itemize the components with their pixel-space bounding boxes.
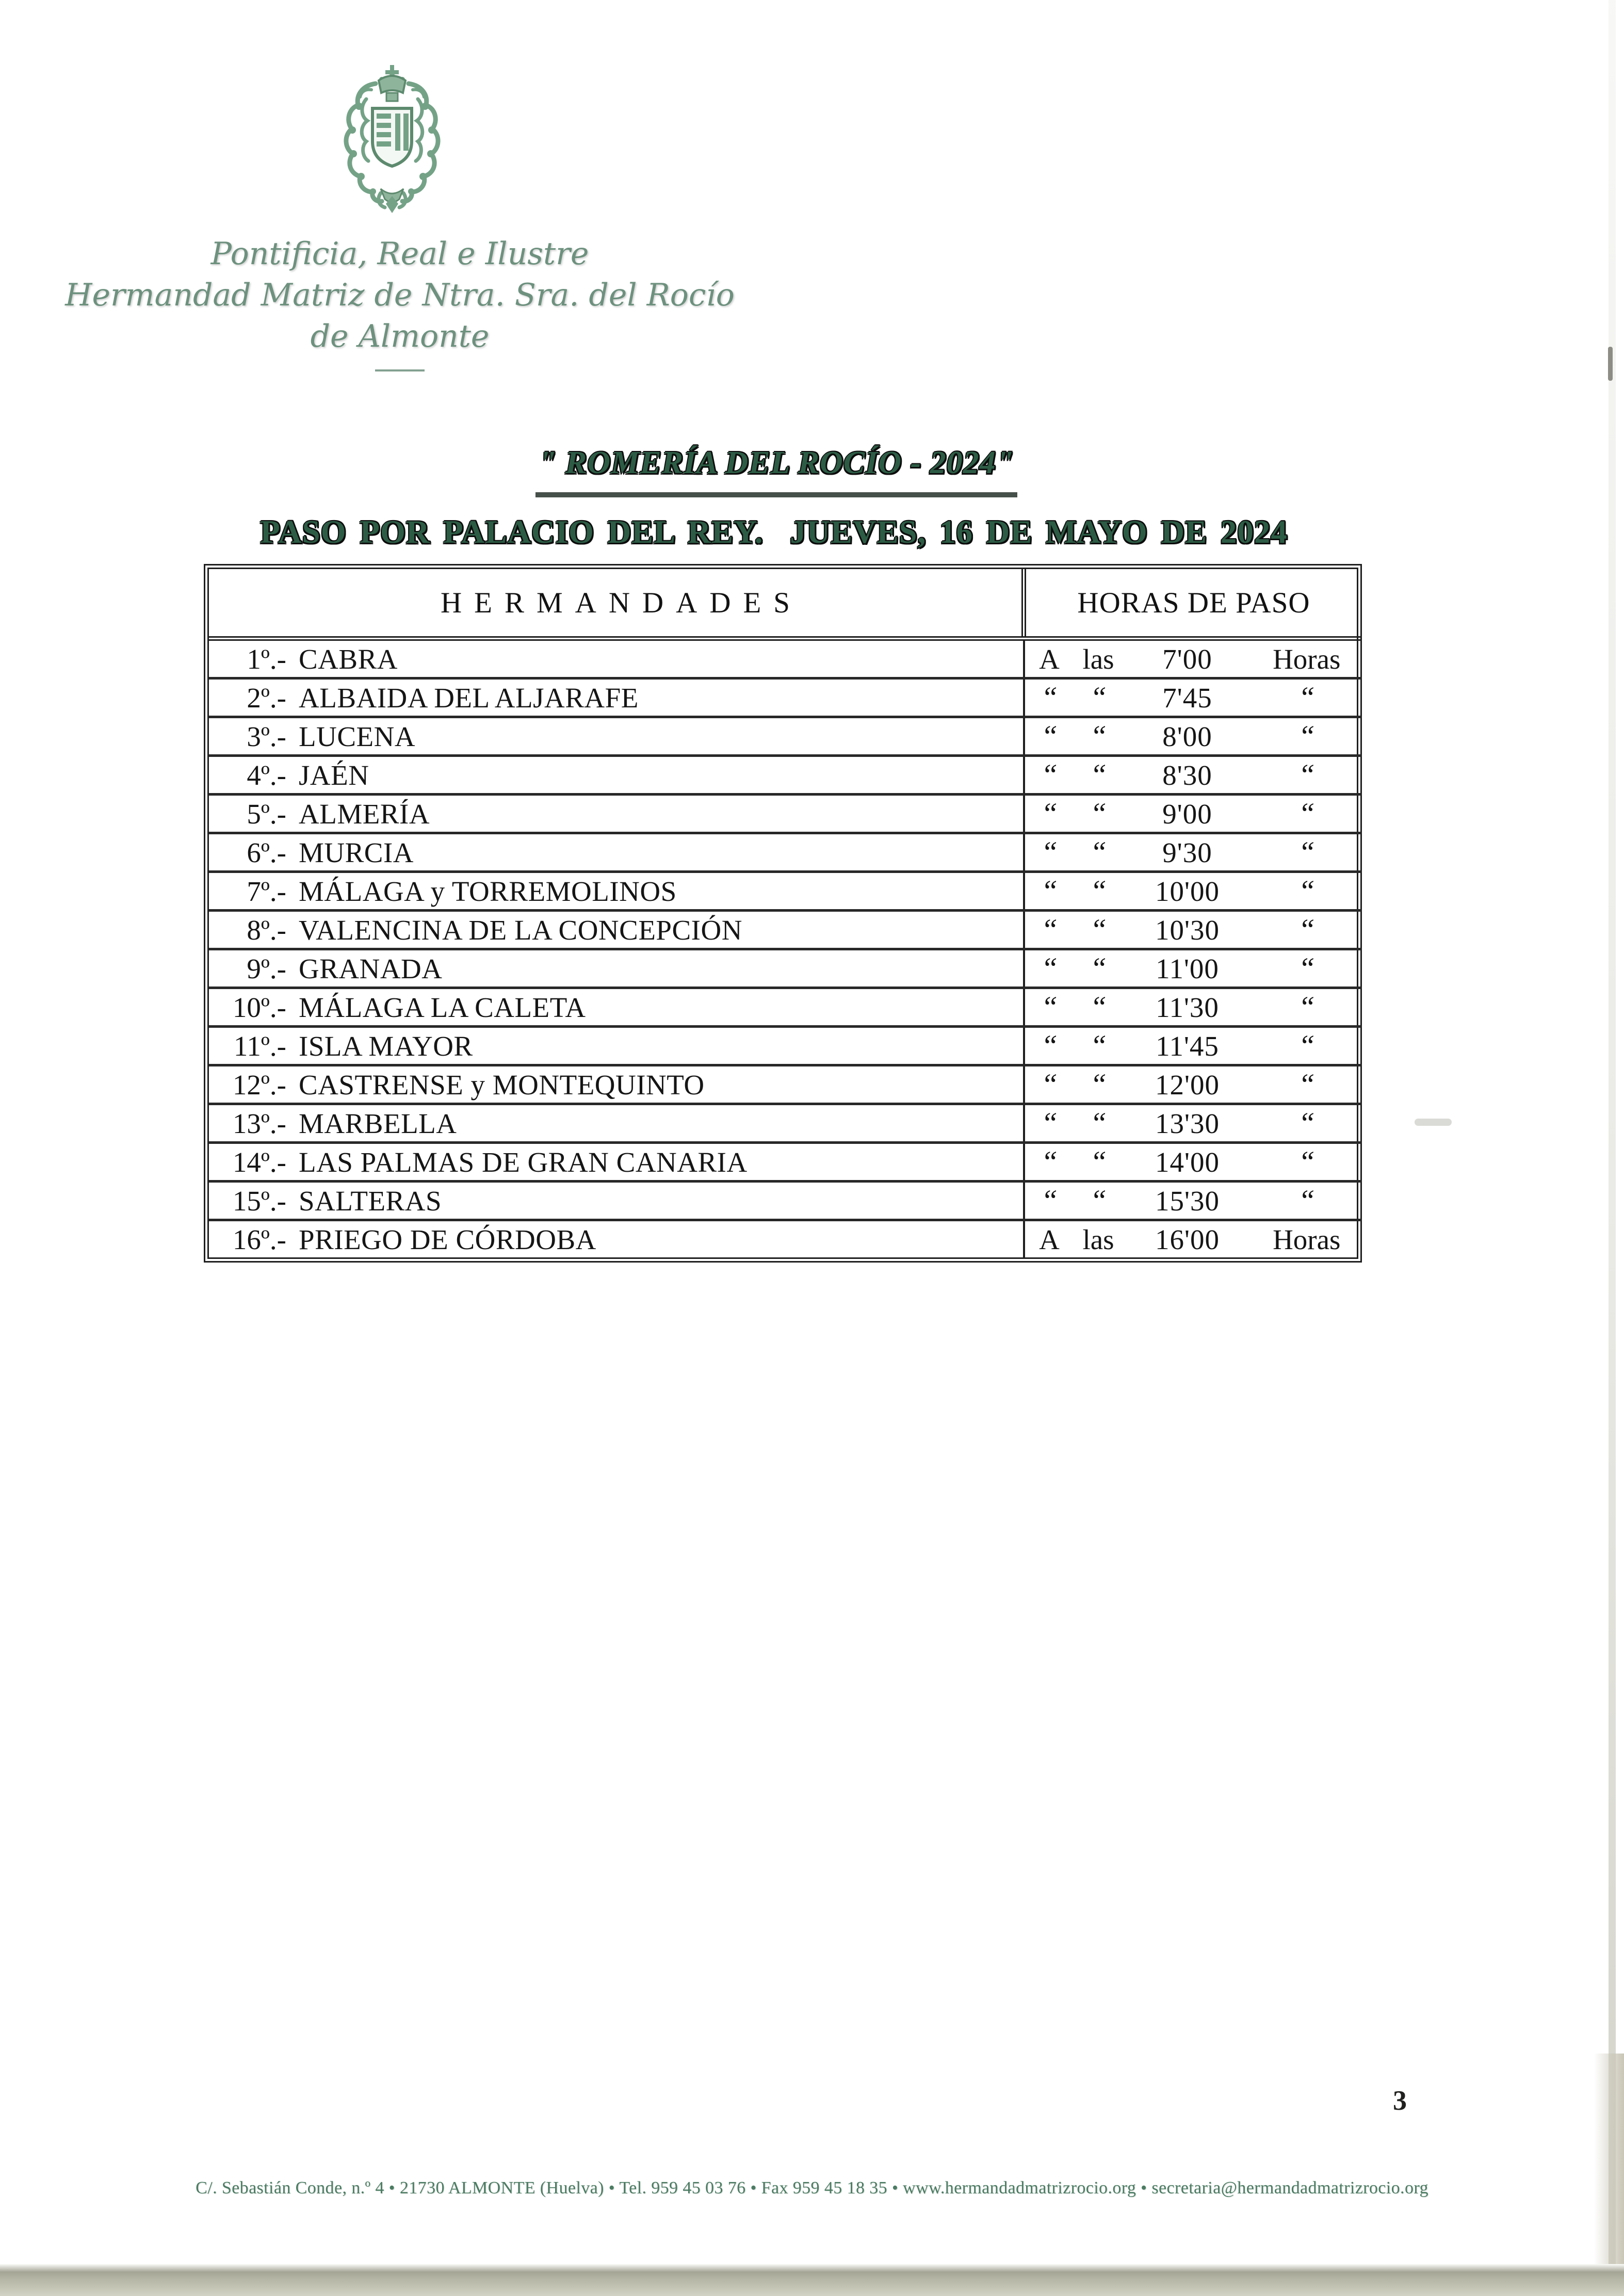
table-row	[209, 911, 1361, 949]
time-prefix-a: “	[1041, 990, 1058, 1024]
time-suffix-horas: “	[1298, 1067, 1315, 1101]
time-suffix-horas: “	[1298, 1144, 1315, 1178]
time-prefix-las: “	[1090, 757, 1107, 791]
table-row	[209, 678, 1361, 717]
document-subtitle: PASO POR PALACIO DEL REY. JUEVES, 16 DE MAYO DE 2024	[260, 514, 1288, 550]
time-prefix-a: “	[1041, 1028, 1058, 1062]
time-suffix-horas: “	[1298, 1028, 1315, 1062]
time-value: 13'30	[1155, 1107, 1220, 1139]
letterhead-divider	[375, 369, 425, 371]
time-prefix-las: “	[1090, 1144, 1107, 1178]
time-suffix-horas: “	[1298, 757, 1315, 791]
hermandad-name: ALMERÍA	[299, 798, 430, 830]
hermandad-name: GRANADA	[299, 952, 443, 984]
table-row	[209, 1065, 1361, 1104]
hermandad-crest-emblem	[335, 63, 449, 214]
table-row	[209, 949, 1361, 988]
time-value: 8'00	[1162, 720, 1212, 752]
table-header-row	[209, 569, 1361, 639]
hermandad-name: MURCIA	[299, 836, 414, 868]
table-row	[209, 1104, 1361, 1143]
table-row	[209, 872, 1361, 911]
time-prefix-a: “	[1041, 757, 1058, 791]
row-ordinal: 15º.-	[232, 1185, 286, 1217]
table-row	[209, 639, 1361, 678]
table-row	[209, 833, 1361, 872]
row-ordinal: 16º.-	[232, 1223, 286, 1255]
hermandad-name: ALBAIDA DEL ALJARAFE	[299, 682, 639, 714]
time-prefix-las: “	[1090, 1183, 1107, 1217]
time-value: 10'00	[1155, 875, 1220, 907]
row-ordinal: 2º.-	[247, 682, 286, 714]
letterhead-line1: Pontificia, Real e Ilustre	[210, 236, 589, 272]
time-suffix-horas: “	[1298, 719, 1315, 753]
scan-artifact-bottom-band	[0, 2264, 1624, 2296]
scan-artifact-right-band	[1609, 0, 1616, 2296]
hermandad-name: MÁLAGA LA CALETA	[299, 991, 586, 1023]
time-prefix-las: “	[1090, 990, 1107, 1024]
hermandad-name: MARBELLA	[299, 1107, 457, 1139]
time-prefix-las: las	[1082, 1223, 1114, 1255]
header-horas-de-paso: HORAS DE PASO	[1024, 569, 1362, 639]
time-value: 12'00	[1155, 1069, 1220, 1101]
table-row	[209, 1027, 1361, 1065]
time-prefix-las: “	[1090, 796, 1107, 830]
time-prefix-a: “	[1041, 912, 1058, 946]
time-prefix-las: “	[1090, 1028, 1107, 1062]
time-prefix-a: “	[1041, 1106, 1058, 1140]
time-suffix-horas: “	[1298, 912, 1315, 946]
time-value: 8'30	[1162, 759, 1212, 791]
table-row	[209, 1143, 1361, 1182]
time-prefix-las: “	[1090, 874, 1107, 908]
time-prefix-las: “	[1090, 1067, 1107, 1101]
time-value: 9'30	[1162, 836, 1212, 868]
row-ordinal: 3º.-	[247, 720, 286, 752]
table-row	[209, 988, 1361, 1027]
time-prefix-a: “	[1041, 1144, 1058, 1178]
time-value: 16'00	[1155, 1223, 1220, 1255]
time-suffix-horas: Horas	[1273, 1223, 1341, 1255]
hermandad-name: CASTRENSE y MONTEQUINTO	[299, 1069, 705, 1101]
scan-artifact-right-band-low	[1594, 2054, 1624, 2296]
time-suffix-horas: “	[1298, 680, 1315, 714]
row-ordinal: 10º.-	[232, 991, 286, 1023]
table-row	[209, 717, 1361, 756]
time-suffix-horas: “	[1298, 1106, 1315, 1140]
table-row	[209, 1220, 1361, 1258]
row-ordinal: 8º.-	[247, 914, 286, 946]
hermandad-name: ISLA MAYOR	[299, 1030, 473, 1062]
time-value: 15'30	[1155, 1185, 1220, 1217]
time-prefix-las: “	[1090, 1106, 1107, 1140]
time-prefix-las: las	[1082, 643, 1114, 675]
time-suffix-horas: “	[1298, 951, 1315, 985]
time-value: 14'00	[1155, 1146, 1220, 1178]
hermandad-name: CABRA	[299, 643, 398, 675]
schedule-table-wrapper	[204, 564, 1362, 1263]
time-prefix-a: “	[1041, 951, 1058, 985]
header-hermandades: HERMANDADES	[209, 569, 1024, 639]
time-prefix-a: “	[1041, 680, 1058, 714]
time-value: 10'30	[1155, 914, 1220, 946]
letterhead-line3: de Almonte	[310, 318, 490, 354]
hermandad-name: SALTERAS	[299, 1185, 442, 1217]
document-title	[0, 447, 1553, 497]
time-suffix-horas: “	[1298, 796, 1315, 830]
time-suffix-horas: “	[1298, 990, 1315, 1024]
row-ordinal: 12º.-	[232, 1069, 286, 1101]
time-suffix-horas: “	[1298, 835, 1315, 869]
hermandad-name: MÁLAGA y TORREMOLINOS	[299, 875, 677, 907]
document-title-text: " ROMERÍA DEL ROCÍO - 2024"	[535, 447, 1017, 497]
time-value: 11'30	[1156, 991, 1219, 1023]
hermandad-name: VALENCINA DE LA CONCEPCIÓN	[299, 914, 742, 946]
hermandad-name: PRIEGO DE CÓRDOBA	[299, 1223, 596, 1255]
page-number: 3	[1393, 2085, 1407, 2116]
time-prefix-las: “	[1090, 951, 1107, 985]
row-ordinal: 7º.-	[247, 875, 286, 907]
time-prefix-las: “	[1090, 912, 1107, 946]
row-ordinal: 6º.-	[247, 836, 286, 868]
time-prefix-las: “	[1090, 680, 1107, 714]
time-prefix-a: “	[1041, 874, 1058, 908]
time-prefix-las: “	[1090, 719, 1107, 753]
schedule-table	[209, 569, 1361, 1257]
hermandad-name: JAÉN	[299, 759, 369, 791]
scan-artifact-smudge	[1415, 1119, 1452, 1126]
time-suffix-horas: “	[1298, 874, 1315, 908]
table-row	[209, 756, 1361, 795]
row-ordinal: 13º.-	[232, 1107, 286, 1139]
time-value: 9'00	[1162, 798, 1212, 830]
time-prefix-a: “	[1041, 1183, 1058, 1217]
row-ordinal: 1º.-	[247, 643, 286, 675]
time-prefix-a: “	[1041, 1067, 1058, 1101]
time-value: 11'45	[1156, 1030, 1219, 1062]
table-row	[209, 795, 1361, 833]
row-ordinal: 14º.-	[232, 1146, 286, 1178]
time-suffix-horas: “	[1298, 1183, 1315, 1217]
scan-artifact-dark-dash	[1608, 347, 1613, 381]
time-suffix-horas: Horas	[1273, 643, 1341, 675]
time-prefix-a: A	[1039, 643, 1060, 675]
time-value: 7'45	[1162, 682, 1212, 714]
time-value: 7'00	[1162, 643, 1212, 675]
letterhead	[39, 233, 761, 371]
row-ordinal: 9º.-	[247, 952, 286, 984]
time-prefix-a: “	[1041, 796, 1058, 830]
row-ordinal: 4º.-	[247, 759, 286, 791]
hermandad-name: LAS PALMAS DE GRAN CANARIA	[299, 1146, 748, 1178]
table-row	[209, 1182, 1361, 1220]
row-ordinal: 11º.-	[233, 1030, 286, 1062]
time-prefix-a: “	[1041, 719, 1058, 753]
row-ordinal: 5º.-	[247, 798, 286, 830]
footer-contact-line: C/. Sebastián Conde, n.º 4 • 21730 ALMONTE (Huelva) • Tel. 959 45 03 76 • Fax 959 45 18 35 • www.hermandadmatrizrocio.org • secretaria@hermandadmatrizrocio.org	[196, 2178, 1428, 2197]
letterhead-line2: Hermandad Matriz de Ntra. Sra. del Rocío	[65, 277, 735, 313]
time-prefix-a: A	[1039, 1223, 1060, 1255]
hermandad-name: LUCENA	[299, 720, 416, 752]
time-value: 11'00	[1156, 952, 1219, 984]
time-prefix-a: “	[1041, 835, 1058, 869]
time-prefix-las: “	[1090, 835, 1107, 869]
